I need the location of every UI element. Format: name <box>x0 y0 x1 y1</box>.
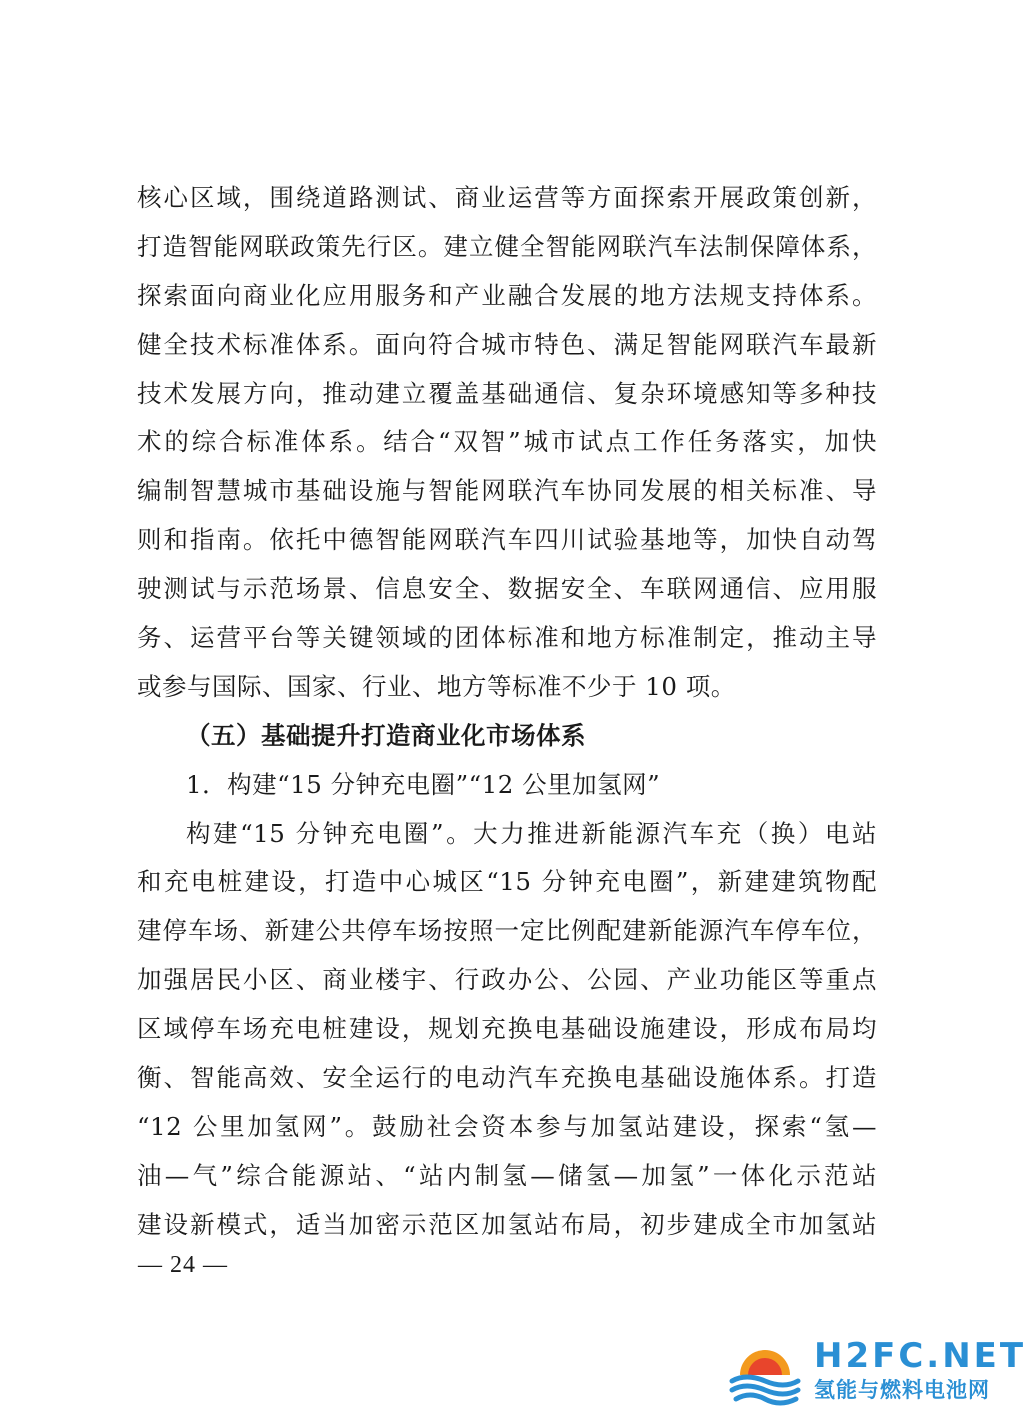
paragraph-line: 技术发展方向，推动建立覆盖基础通信、复杂环境感知等多种技 <box>137 378 877 408</box>
paragraph-line: 务、运营平台等关键领域的团体标准和地方标准制定，推动主导 <box>137 623 877 653</box>
paragraph-line: 建停车场、新建公共停车场按照一定比例配建新能源汽车停车位， <box>137 916 877 946</box>
document-body <box>137 174 877 1250</box>
paragraph-line: 和充电桩建设，打造中心城区“15 分钟充电圈”，新建建筑物配 <box>137 867 877 897</box>
paragraph-line: 或参与国际、国家、行业、地方等标准不少于 10 项。 <box>137 671 736 701</box>
paragraph-line: 编制智慧城市基础设施与智能网联汽车协同发展的相关标准、导 <box>137 476 877 506</box>
sun-wave-logo-icon <box>726 1335 804 1407</box>
paragraph-line: 建设新模式，适当加密示范区加氢站布局，初步建成全市加氢站 <box>137 1209 877 1239</box>
paragraph-line: 探索面向商业化应用服务和产业融合发展的地方法规支持体系。 <box>137 280 877 310</box>
paragraph-line: 区域停车场充电桩建设，规划充换电基础设施建设，形成布局均 <box>137 1014 877 1044</box>
paragraph-line: “12 公里加氢网”。鼓励社会资本参与加氢站建设，探索“氢— <box>137 1111 877 1141</box>
paragraph-line: 健全技术标准体系。面向符合城市特色、满足智能网联汽车最新 <box>137 329 877 359</box>
watermark-brand: H2FC.NET <box>814 1336 1026 1376</box>
paragraph-line: 打造智能网联政策先行区。建立健全智能网联汽车法制保障体系， <box>137 231 877 261</box>
paragraph-line: 油—气”综合能源站、“站内制氢—储氢—加氢”一体化示范站 <box>137 1160 877 1190</box>
watermark-subtitle: 氢能与燃料电池网 <box>814 1378 990 1402</box>
paragraph-line: 驶测试与示范场景、信息安全、数据安全、车联网通信、应用服 <box>137 574 877 604</box>
section-heading: （五）基础提升打造商业化市场体系 <box>186 720 586 750</box>
page-number: — 24 — <box>138 1252 228 1278</box>
paragraph-line: 构建“15 分钟充电圈”。大力推进新能源汽车充（换）电站 <box>186 818 877 848</box>
paragraph-line: 衡、智能高效、安全运行的电动汽车充换电基础设施体系。打造 <box>137 1063 877 1093</box>
paragraph-line: 核心区域，围绕道路测试、商业运营等方面探索开展政策创新， <box>137 183 877 212</box>
watermark <box>726 1335 1026 1407</box>
paragraph-line: 加强居民小区、商业楼宇、行政办公、公园、产业功能区等重点 <box>137 965 877 995</box>
subsection-heading: 1．构建“15 分钟充电圈”“12 公里加氢网” <box>186 769 661 799</box>
paragraph-line: 术的综合标准体系。结合“双智”城市试点工作任务落实，加快 <box>137 427 877 457</box>
paragraph-line: 则和指南。依托中德智能网联汽车四川试验基地等，加快自动驾 <box>137 525 877 555</box>
